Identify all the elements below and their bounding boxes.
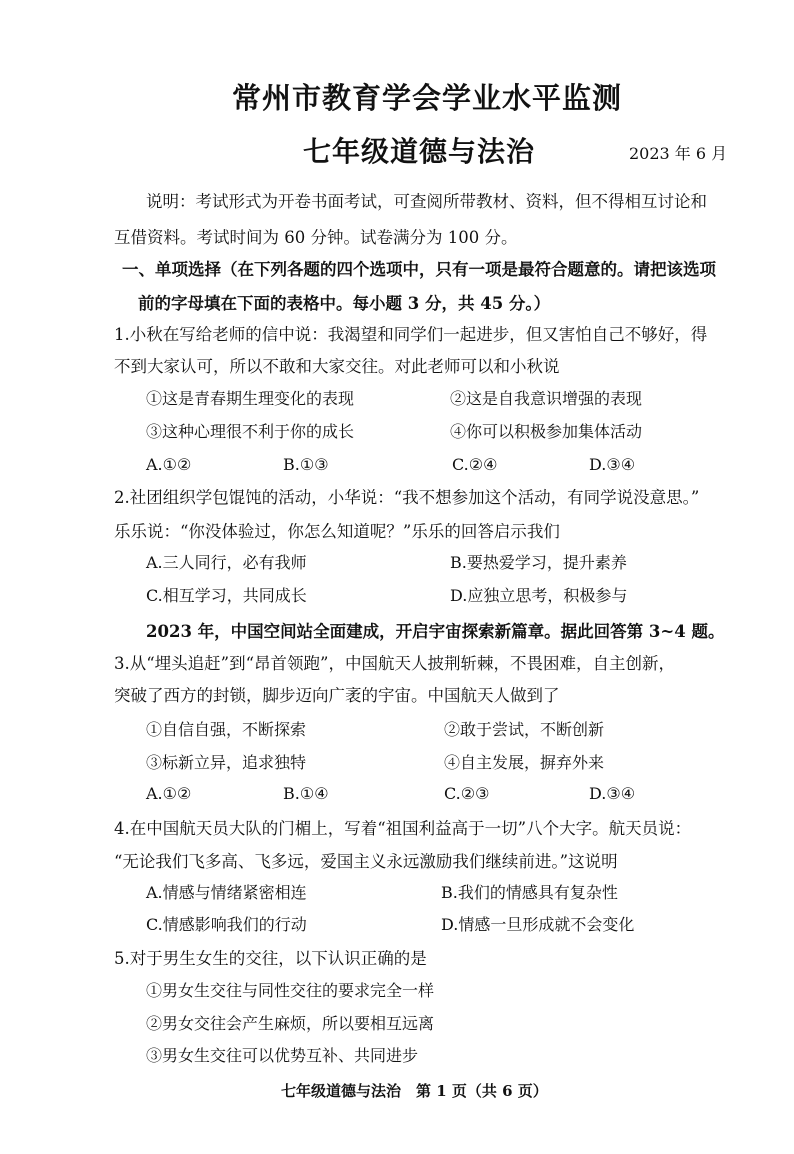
page-subtitle: 七年级道德与法治 [303, 135, 536, 168]
q1-item-3: ③这种心理很不利于你的成长 [146, 422, 355, 441]
section-heading-line-1: 一、单项选择（在下列各题的四个选项中，只有一项是最符合题意的。请把该选项 [122, 260, 716, 279]
exam-date: 2023 年 6 月 [629, 144, 728, 163]
q4-option-d: D.情感一旦形成就不会变化 [441, 915, 635, 934]
q1-option-c: C.②④ [452, 455, 498, 474]
q4-stem-line-1: 4.在中国航天员大队的门楣上，写着“祖国利益高于一切”八个大字。航天员说： [114, 819, 692, 838]
q5-item-2: ②男女交往会产生麻烦，所以要相互远离 [146, 1014, 435, 1033]
instructions-line-2: 互借资料。考试时间为 60 分钟。试卷满分为 100 分。 [114, 228, 518, 247]
q2-option-a: A.三人同行，必有我师 [146, 553, 307, 572]
q1-item-1: ①这是青春期生理变化的表现 [146, 389, 355, 408]
q2-option-d: D.应独立思考，积极参与 [450, 586, 628, 605]
q2-option-b: B.要热爱学习，提升素养 [450, 553, 627, 572]
q1-option-b: B.①③ [283, 455, 329, 474]
q3-option-a: A.①② [146, 784, 192, 803]
q3-option-b: B.①④ [283, 784, 329, 803]
q3-stem-line-2: 突破了西方的封锁，脚步迈向广袤的宇宙。中国航天人做到了 [114, 686, 560, 705]
q1-stem-line-1: 1.小秋在写给老师的信中说：我渴望和同学们一起进步，但又害怕自己不够好，得 [114, 325, 708, 344]
q1-option-d: D.③④ [589, 455, 636, 474]
q5-item-3: ③男女生交往可以优势互补、共同进步 [146, 1046, 419, 1065]
q3-option-d: D.③④ [589, 784, 636, 803]
q5-item-1: ①男女生交往与同性交往的要求完全一样 [146, 981, 435, 1000]
q1-stem-line-2: 不到大家认可，所以不敢和大家交往。对此老师可以和小秋说 [114, 357, 560, 376]
q5-stem: 5.对于男生女生的交往，以下认识正确的是 [114, 949, 427, 968]
q2-stem-line-2: 乐乐说：“你没体验过，你怎么知道呢？”乐乐的回答启示我们 [114, 522, 560, 541]
q3-item-2: ②敢于尝试，不断创新 [444, 720, 605, 739]
q4-stem-line-2: “无论我们飞多高、飞多远，爱国主义永远激励我们继续前进。”这说明 [114, 852, 618, 871]
q2-stem-line-1: 2.社团组织学包馄饨的活动，小华说：“我不想参加这个活动，有同学说没意思。” [114, 488, 700, 507]
instructions-line-1: 说明：考试形式为开卷书面考试，可查阅所带教材、资料，但不得相互讨论和 [146, 192, 707, 211]
page-title: 常州市教育学会学业水平监测 [232, 81, 623, 115]
q4-option-c: C.情感影响我们的行动 [146, 915, 307, 934]
q2-option-c: C.相互学习，共同成长 [146, 586, 307, 605]
q4-option-a: A.情感与情绪紧密相连 [146, 883, 307, 902]
q3-option-c: C.②③ [444, 784, 490, 803]
q4-option-b: B.我们的情感具有复杂性 [441, 883, 618, 902]
page-footer: 七年级道德与法治 第 1 页（共 6 页） [281, 1082, 548, 1100]
q3-item-1: ①自信自强，不断探索 [146, 720, 307, 739]
q1-item-2: ②这是自我意识增强的表现 [450, 389, 643, 408]
q3-item-3: ③标新立异，追求独特 [146, 753, 307, 772]
q3-stem-line-1: 3.从“埋头追赶”到“昂首领跑”，中国航天人披荆斩棘，不畏困难，自主创新， [114, 654, 675, 673]
q1-item-4: ④你可以积极参加集体活动 [450, 422, 643, 441]
context-q3-q4: 2023 年，中国空间站全面建成，开启宇宙探索新篇章。据此回答第 3~4 题。 [146, 622, 725, 641]
q1-option-a: A.①② [146, 455, 192, 474]
q3-item-4: ④自主发展，摒弃外来 [444, 753, 605, 772]
section-heading-line-2: 前的字母填在下面的表格中。每小题 3 分，共 45 分。） [138, 294, 551, 313]
